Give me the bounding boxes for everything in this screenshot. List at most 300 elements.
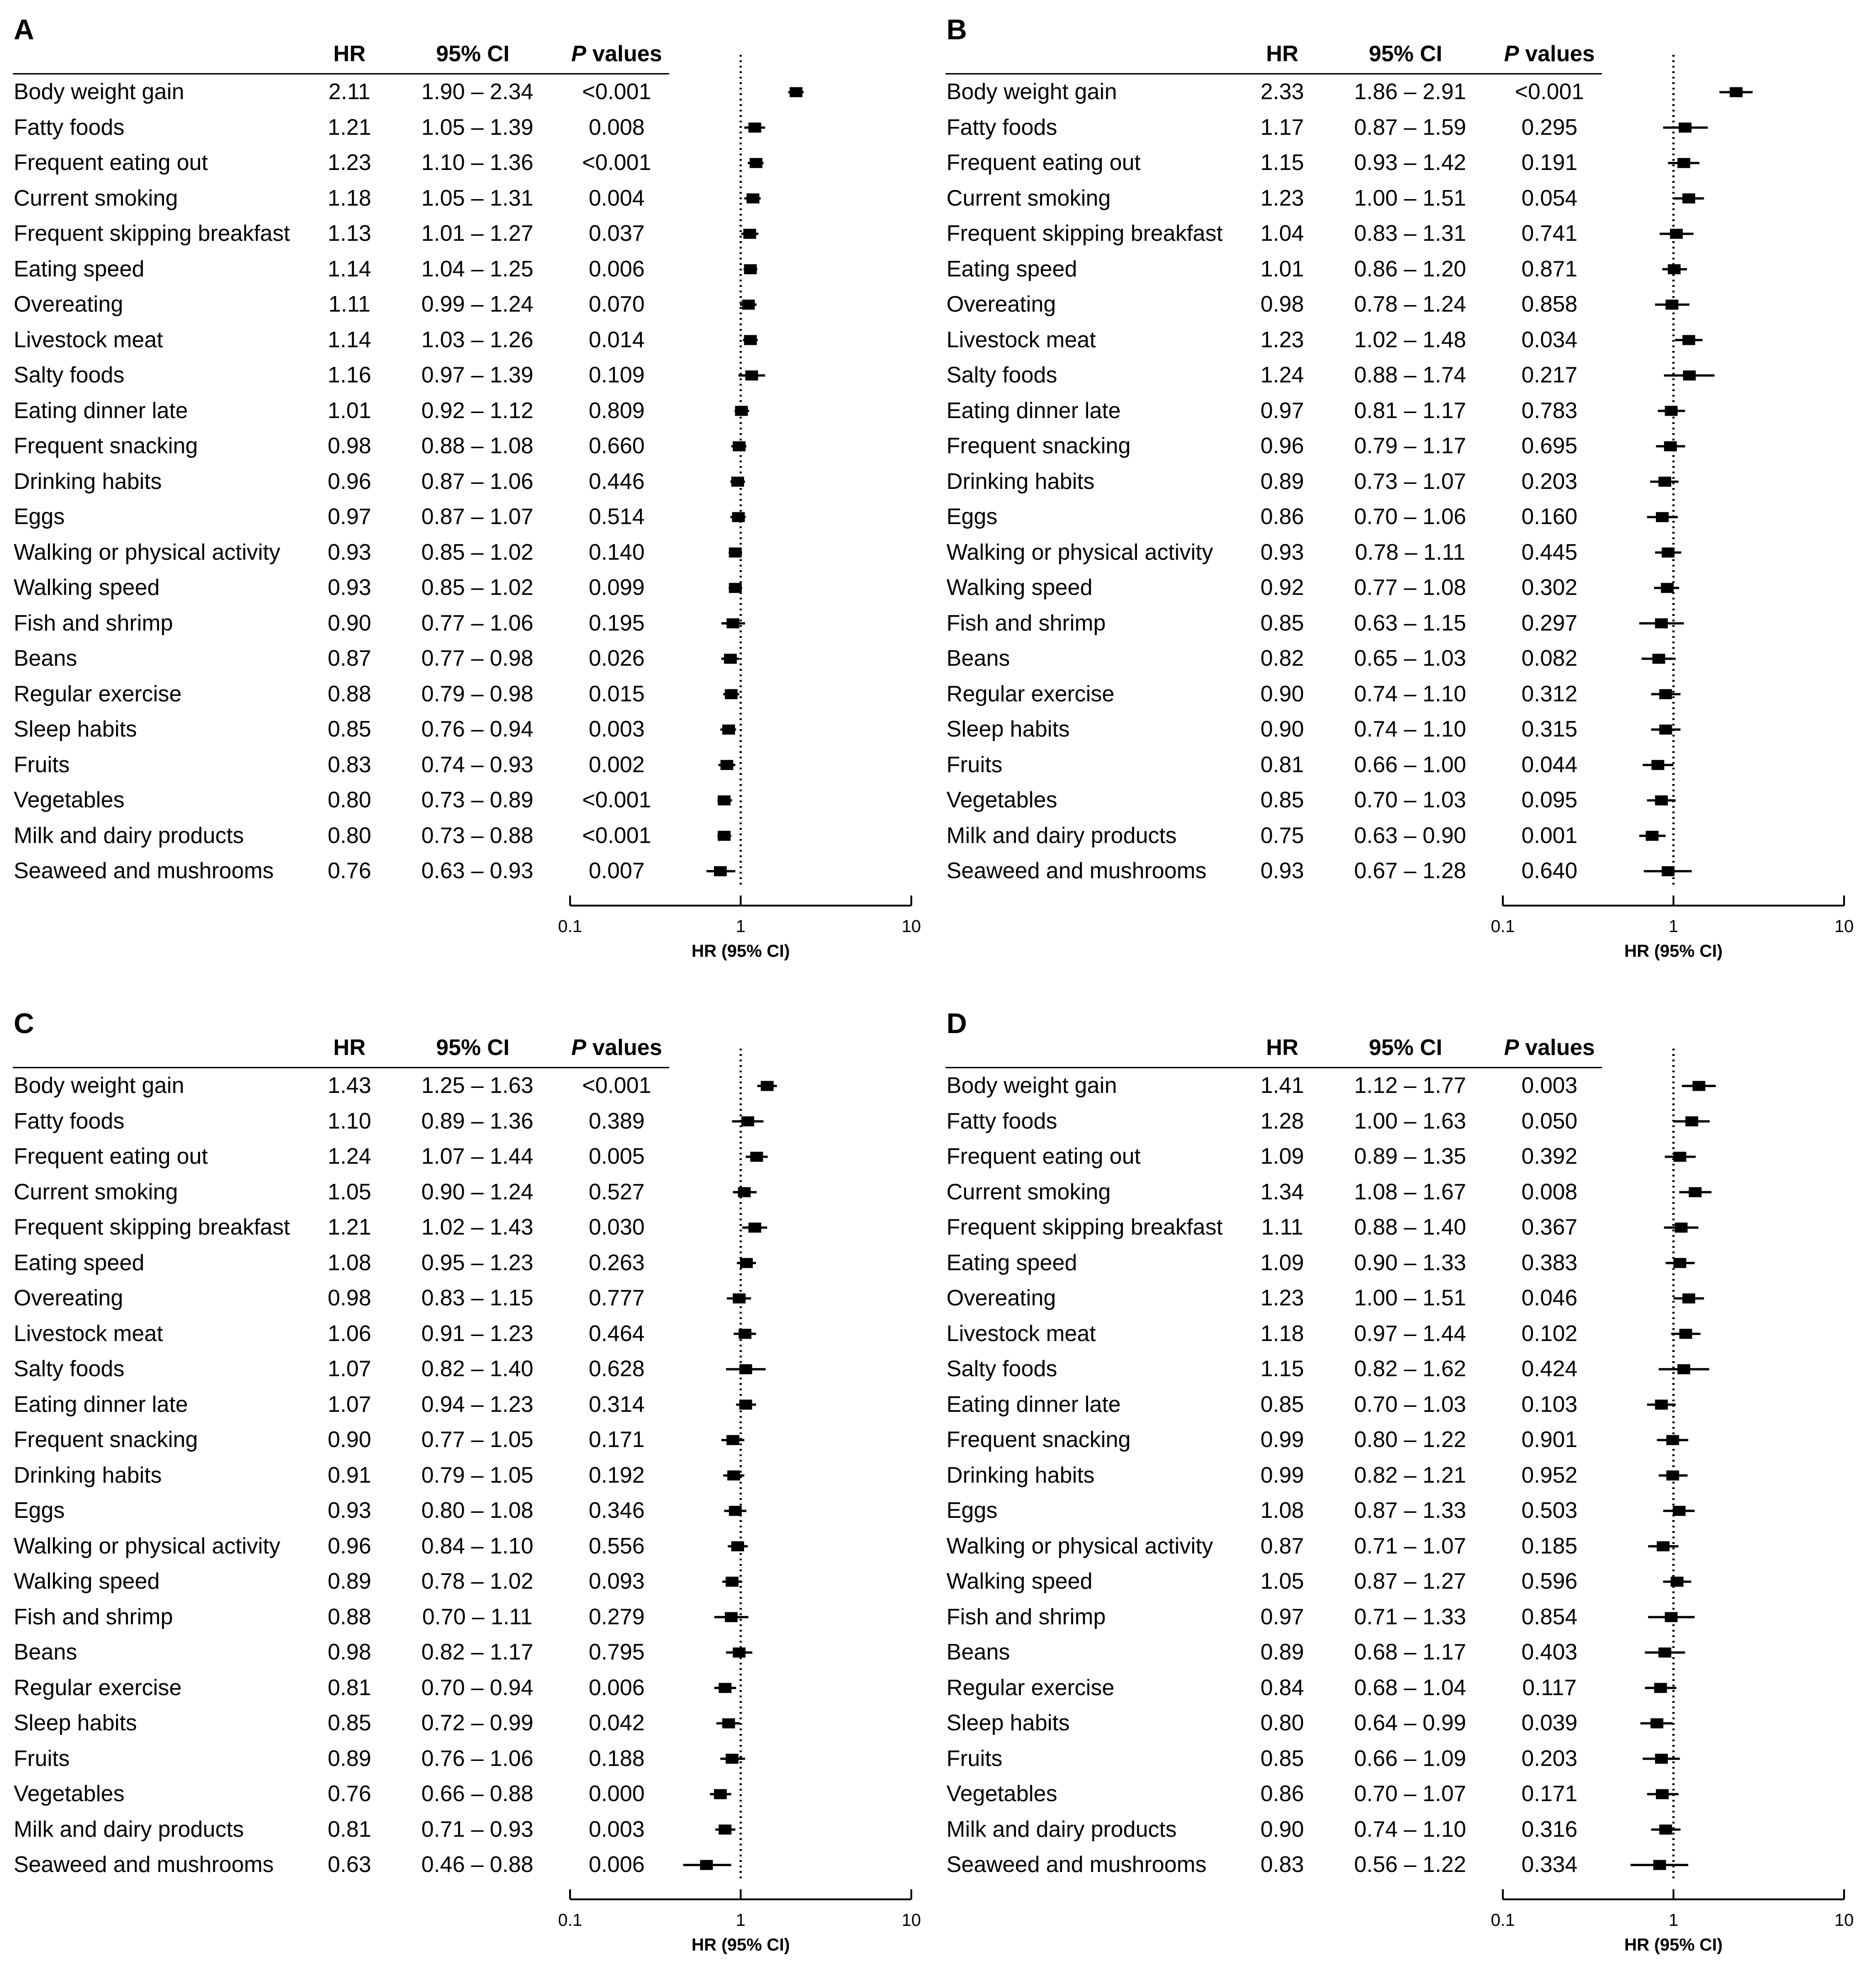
ci-high: 1.04 [1422,1675,1466,1700]
ci-high: 1.74 [1422,363,1466,387]
row-hr: 0.63 [328,1852,371,1877]
ci-low: 0.89 [1354,1144,1398,1169]
ci-low: 1.02 [1354,327,1398,352]
ci-high: 0.89 [490,788,534,812]
x-tick-label: 10 [901,917,921,936]
point-estimate [726,1754,739,1764]
ci-high: 1.03 [1422,1392,1466,1417]
ci-low: 0.71 [1354,1533,1398,1559]
row-hr: 0.80 [328,823,371,848]
row-hr: 1.14 [328,327,371,352]
row-ci: 1.12 – 1.77 [1354,1073,1466,1098]
panel-letter: C [14,1008,34,1039]
row-ci: 0.82 – 1.21 [1354,1463,1466,1488]
ci-low: 0.88 [1354,363,1398,387]
row-label: Vegetables [14,1781,125,1806]
row-label: Fruits [946,752,1003,777]
row-hr: 1.08 [1260,1498,1304,1523]
ci-high: 1.15 [490,1286,534,1310]
row-hr: 0.84 [1260,1675,1304,1700]
ci-high: 0.99 [490,1711,534,1735]
row-ci: 0.71 – 1.07 [1354,1533,1466,1559]
point-estimate [1659,689,1672,699]
row-hr: 0.90 [328,1427,371,1452]
row-hr: 1.06 [328,1321,371,1346]
row-label: Overeating [946,1286,1056,1310]
row-label: Eating speed [14,256,145,281]
row-hr: 0.87 [328,646,371,671]
row-label: Milk and dairy products [946,1817,1177,1842]
ci-low: 0.74 [421,752,465,777]
p-italic: P [1504,1035,1519,1060]
ci-high: 1.59 [1422,115,1466,140]
ci-low: 0.65 [1354,646,1398,671]
row-ci: 0.79 – 0.98 [421,681,534,706]
ci-high: 1.21 [1422,1463,1466,1488]
row-label: Current smoking [946,186,1111,211]
ci-low: 0.63 [1354,823,1398,848]
ci-low: 1.00 [1354,1108,1398,1134]
row-ci: 0.94 – 1.23 [421,1392,534,1417]
row-label: Overeating [14,292,123,317]
x-axis-label: HR (95% CI) [691,942,790,961]
forest-panel [933,0,1866,994]
row-hr: 1.23 [1260,327,1304,352]
point-estimate [748,1223,761,1233]
row-ci: 0.90 – 1.33 [1354,1250,1466,1275]
row-p-value: 0.030 [588,1215,645,1240]
row-ci: 0.97 – 1.39 [421,363,534,387]
ci-low: 0.63 [1354,610,1398,636]
ci-high: 1.09 [1422,1746,1466,1771]
ci-low: 0.71 [421,1817,465,1842]
point-estimate [724,654,737,664]
forest-panel [0,0,933,994]
x-tick-label: 0.1 [558,1911,582,1930]
row-hr: 1.17 [1260,115,1304,140]
ci-high: 1.08 [490,1498,534,1523]
row-ci: 0.81 – 1.17 [1354,398,1466,423]
row-ci: 1.00 – 1.51 [1354,1286,1466,1310]
x-axis-label: HR (95% CI) [1624,1935,1723,1955]
point-estimate [750,1152,763,1162]
row-p-value: <0.001 [582,823,651,848]
row-hr: 1.43 [328,1073,371,1098]
row-label: Fatty foods [946,1108,1057,1134]
row-ci: 0.87 – 1.33 [1354,1498,1466,1523]
panel-letter: B [946,14,967,46]
row-hr: 1.01 [1260,256,1304,281]
ci-high: 1.06 [490,1746,534,1771]
ci-low: 0.66 [1354,1746,1398,1771]
point-estimate [1665,1612,1678,1622]
point-estimate [1655,1400,1668,1410]
row-hr: 0.98 [328,1286,371,1310]
ci-high: 1.23 [490,1392,534,1417]
point-estimate [714,1789,727,1799]
row-label: Eggs [946,504,998,529]
point-estimate [1677,158,1690,168]
point-estimate [1665,300,1678,310]
row-p-value: 0.046 [1521,1286,1578,1310]
ci-high: 1.22 [1422,1427,1466,1452]
ci-high: 1.10 [1422,681,1466,706]
ci-low: 1.04 [421,256,465,281]
row-hr: 1.24 [328,1144,371,1169]
ci-low: 0.74 [1354,717,1398,742]
point-estimate [739,1364,752,1374]
row-ci: 0.68 – 1.17 [1354,1640,1466,1665]
row-label: Beans [14,646,77,671]
panel-letter: D [946,1008,967,1039]
ci-low: 0.79 [1354,434,1398,458]
row-label: Salty foods [14,1357,125,1381]
row-label: Fatty foods [14,1108,125,1134]
row-ci: 0.79 – 1.05 [421,1463,534,1488]
row-ci: 0.78 – 1.02 [421,1569,534,1594]
ci-low: 0.87 [1354,1498,1398,1523]
row-hr: 0.89 [328,1746,371,1771]
row-hr: 0.93 [328,1498,371,1523]
row-p-value: 0.070 [588,292,645,317]
row-hr: 0.99 [1260,1427,1304,1452]
ci-high: 1.20 [1422,256,1466,281]
ci-low: 0.82 [421,1640,465,1665]
row-hr: 1.09 [1260,1250,1304,1275]
x-tick-label: 10 [1834,917,1854,936]
row-hr: 0.87 [1260,1533,1304,1559]
row-hr: 1.14 [328,256,371,281]
row-hr: 0.83 [1260,1852,1304,1877]
point-estimate [729,547,742,557]
row-ci: 0.70 – 1.07 [1354,1781,1466,1806]
row-hr: 0.90 [1260,1817,1304,1842]
column-header-ci: 95% CI [1369,42,1443,66]
forest-plot-area [0,994,933,1988]
row-hr: 0.89 [1260,1640,1304,1665]
point-estimate [1654,1683,1667,1693]
point-estimate [733,1294,745,1304]
x-axis-label: HR (95% CI) [691,1935,790,1955]
row-ci: 0.71 – 1.33 [1354,1604,1466,1629]
ci-low: 0.77 [421,646,465,671]
ci-low: 1.05 [421,186,465,211]
point-estimate [1689,1187,1702,1197]
point-estimate [725,689,738,699]
row-label: Walking or physical activity [946,1533,1213,1559]
row-hr: 0.85 [1260,1746,1304,1771]
row-hr: 0.93 [328,575,371,600]
row-p-value: 0.446 [588,469,645,494]
point-estimate [718,795,730,806]
row-p-value: 0.424 [1521,1357,1578,1381]
row-ci: 0.76 – 1.06 [421,1746,534,1771]
row-label: Beans [946,1640,1010,1665]
row-p-value: 0.093 [588,1569,645,1594]
ci-low: 1.08 [1354,1179,1398,1204]
row-label: Frequent snacking [14,1427,198,1452]
ci-low: 1.86 [1354,80,1398,104]
row-label: Fruits [14,1746,70,1771]
row-hr: 1.04 [1260,221,1304,246]
ci-low: 0.81 [1354,398,1398,423]
p-rest: values [586,42,662,66]
row-hr: 0.86 [1260,1781,1304,1806]
ci-high: 1.06 [490,469,534,494]
ci-high: 1.00 [1422,752,1466,777]
point-estimate [1662,547,1675,557]
row-p-value: 0.171 [588,1427,645,1452]
row-label: Frequent skipping breakfast [14,1215,290,1240]
point-estimate [732,512,745,522]
point-estimate [1677,1364,1690,1374]
row-hr: 1.15 [1260,1357,1304,1381]
row-p-value: 0.795 [588,1640,645,1665]
row-ci: 1.02 – 1.48 [1354,327,1466,352]
row-p-value: 0.640 [1521,859,1578,883]
row-hr: 1.23 [328,150,371,175]
row-p-value: 0.203 [1521,1746,1578,1771]
row-hr: 1.08 [328,1250,371,1275]
point-estimate [722,725,735,735]
row-ci: 0.79 – 1.17 [1354,434,1466,458]
point-estimate [731,1541,744,1551]
row-ci: 0.63 – 0.90 [1354,823,1466,848]
row-p-value: 0.389 [588,1108,645,1134]
row-label: Walking or physical activity [946,540,1213,565]
ci-high: 1.10 [1422,717,1466,742]
row-ci: 0.97 – 1.44 [1354,1321,1466,1346]
row-ci: 0.77 – 1.05 [421,1427,534,1452]
row-ci: 0.99 – 1.24 [421,292,534,317]
row-ci: 0.70 – 1.06 [1354,504,1466,529]
ci-high: 1.02 [490,575,534,600]
point-estimate [1665,406,1678,416]
row-ci: 0.70 – 1.11 [422,1604,533,1629]
ci-high: 1.03 [1422,646,1466,671]
row-ci: 1.90 – 2.34 [421,80,534,104]
row-ci: 0.87 – 1.27 [1354,1569,1466,1594]
row-hr: 2.11 [328,80,370,104]
row-p-value: 0.809 [588,398,645,423]
point-estimate [1661,583,1674,593]
ci-low: 0.78 [421,1569,465,1594]
point-estimate [790,87,803,97]
point-estimate [1664,441,1677,451]
point-estimate [1659,1824,1672,1834]
row-p-value: 0.952 [1521,1463,1578,1488]
row-ci: 0.66 – 1.09 [1354,1746,1466,1771]
row-label: Body weight gain [14,1073,185,1098]
point-estimate [1675,1223,1687,1233]
forest-plot-area [933,994,1866,1988]
point-estimate [735,406,748,416]
row-label: Fish and shrimp [946,610,1106,636]
point-estimate [1653,1860,1666,1870]
ci-high: 1.31 [1422,221,1466,246]
forest-plot-area [933,0,1866,994]
row-hr: 1.41 [1260,1073,1304,1098]
row-ci: 0.92 – 1.12 [421,398,534,423]
row-p-value: 0.217 [1521,363,1578,387]
ci-high: 1.17 [1422,434,1466,458]
point-estimate [718,831,730,841]
ci-low: 0.95 [421,1250,465,1275]
row-hr: 0.90 [1260,681,1304,706]
point-estimate [729,583,742,593]
ci-high: 1.15 [1422,610,1466,636]
row-hr: 1.05 [1260,1569,1304,1594]
ci-low: 0.93 [1354,150,1398,175]
column-header-hr: HR [1266,42,1299,66]
point-estimate [1682,193,1695,203]
row-p-value: 0.109 [588,363,645,387]
row-label: Sleep habits [14,1711,137,1735]
row-ci: 0.84 – 1.10 [421,1533,534,1559]
row-p-value: 0.445 [1521,540,1578,565]
row-hr: 1.11 [328,292,370,317]
row-p-value: 0.171 [1521,1781,1578,1806]
ci-low: 0.64 [1354,1711,1398,1735]
point-estimate [1668,264,1681,274]
row-label: Salty foods [946,1357,1057,1381]
row-label: Eating dinner late [14,1392,188,1417]
ci-low: 0.83 [421,1286,465,1310]
row-hr: 1.07 [328,1392,371,1417]
row-label: Frequent snacking [946,1427,1131,1452]
row-label: Eggs [946,1498,998,1523]
row-p-value: 0.858 [1521,292,1578,317]
ci-high: 1.10 [490,1533,534,1559]
row-hr: 0.81 [328,1675,371,1700]
point-estimate [726,618,739,628]
ci-low: 0.82 [1354,1463,1398,1488]
row-p-value: 0.001 [1521,823,1578,848]
ci-low: 0.66 [1354,752,1398,777]
point-estimate [1679,1329,1692,1339]
ci-low: 0.73 [1354,469,1398,494]
row-label: Frequent eating out [14,1144,208,1169]
ci-low: 0.78 [1355,540,1399,565]
row-ci: 0.74 – 1.10 [1354,681,1466,706]
ci-low: 0.87 [421,469,465,494]
row-p-value: 0.777 [588,1286,645,1310]
point-estimate [1683,371,1696,381]
row-ci: 0.77 – 0.98 [421,646,534,671]
point-estimate [1657,1541,1670,1551]
row-label: Drinking habits [14,469,162,494]
row-ci: 0.87 – 1.06 [421,469,534,494]
ci-low: 0.68 [1354,1640,1398,1665]
row-p-value: 0.741 [1521,221,1578,246]
ci-low: 1.05 [421,115,465,140]
ci-high: 1.07 [1422,1533,1466,1559]
row-label: Frequent eating out [946,150,1141,175]
ci-high: 0.88 [490,1781,534,1806]
row-label: Salty foods [14,363,125,387]
ci-high: 1.12 [490,398,534,423]
ci-low: 0.70 [421,1675,465,1700]
row-ci: 0.89 – 1.35 [1354,1144,1466,1169]
row-hr: 1.18 [328,186,371,211]
x-tick-label: 1 [735,917,746,936]
row-p-value: <0.001 [582,788,651,812]
row-ci: 1.00 – 1.51 [1354,186,1466,211]
ci-low: 0.77 [421,610,465,636]
point-estimate [740,1258,753,1268]
row-ci: 0.88 – 1.08 [421,434,534,458]
ci-high: 0.90 [1422,823,1466,848]
row-p-value: 0.008 [588,115,645,140]
p-italic: P [571,1035,587,1060]
row-hr: 1.15 [1260,150,1304,175]
ci-low: 0.85 [421,575,465,600]
ci-low: 0.70 [422,1604,466,1629]
point-estimate [1659,1648,1671,1658]
row-p-value: 0.334 [1521,1852,1578,1877]
point-estimate [727,1470,740,1480]
row-label: Frequent eating out [946,1144,1141,1169]
ci-high: 1.06 [1422,504,1466,529]
row-hr: 2.33 [1260,80,1304,104]
row-label: Fatty foods [14,115,125,140]
row-p-value: 0.192 [588,1463,645,1488]
row-p-value: 0.556 [588,1533,645,1559]
row-label: Livestock meat [946,1321,1096,1346]
row-p-value: 0.099 [588,575,645,600]
column-header-hr: HR [1266,1035,1299,1060]
row-p-value: 0.004 [588,186,645,211]
point-estimate [1673,1258,1686,1268]
ci-low: 0.70 [1354,1781,1398,1806]
row-ci: 0.70 – 1.03 [1354,1392,1466,1417]
ci-low: 0.56 [1354,1852,1398,1877]
row-ci: 0.80 – 1.22 [1354,1427,1466,1452]
ci-high: 1.24 [490,292,534,317]
ci-low: 1.90 [421,80,465,104]
row-p-value: 0.034 [1521,327,1578,352]
ci-high: 1.27 [1422,1569,1466,1594]
point-estimate [719,1683,731,1693]
point-estimate [1673,1506,1686,1516]
row-hr: 1.01 [328,398,371,423]
row-hr: 0.90 [328,610,371,636]
row-ci: 0.88 – 1.74 [1354,363,1466,387]
ci-high: 1.35 [1422,1144,1466,1169]
ci-high: 1.42 [1422,150,1466,175]
row-ci: 0.91 – 1.23 [421,1321,534,1346]
ci-high: 1.43 [490,1215,534,1240]
row-label: Regular exercise [14,681,182,706]
row-p-value: 0.403 [1521,1640,1578,1665]
row-ci: 0.73 – 0.89 [421,788,534,812]
point-estimate [1659,477,1671,487]
ci-low: 0.74 [1354,1817,1398,1842]
row-hr: 1.28 [1260,1108,1304,1134]
row-label: Sleep habits [946,717,1070,742]
p-rest: values [1519,42,1595,66]
row-hr: 0.85 [1260,1392,1304,1417]
point-estimate [743,229,756,239]
row-p-value: 0.042 [588,1711,645,1735]
row-p-value: 0.117 [1522,1675,1577,1700]
ci-low: 0.63 [421,859,465,883]
row-ci: 0.72 – 0.99 [421,1711,534,1735]
ci-low: 0.91 [421,1321,465,1346]
row-p-value: 0.160 [1521,504,1578,529]
ci-high: 2.34 [490,80,534,104]
row-hr: 0.88 [328,681,371,706]
